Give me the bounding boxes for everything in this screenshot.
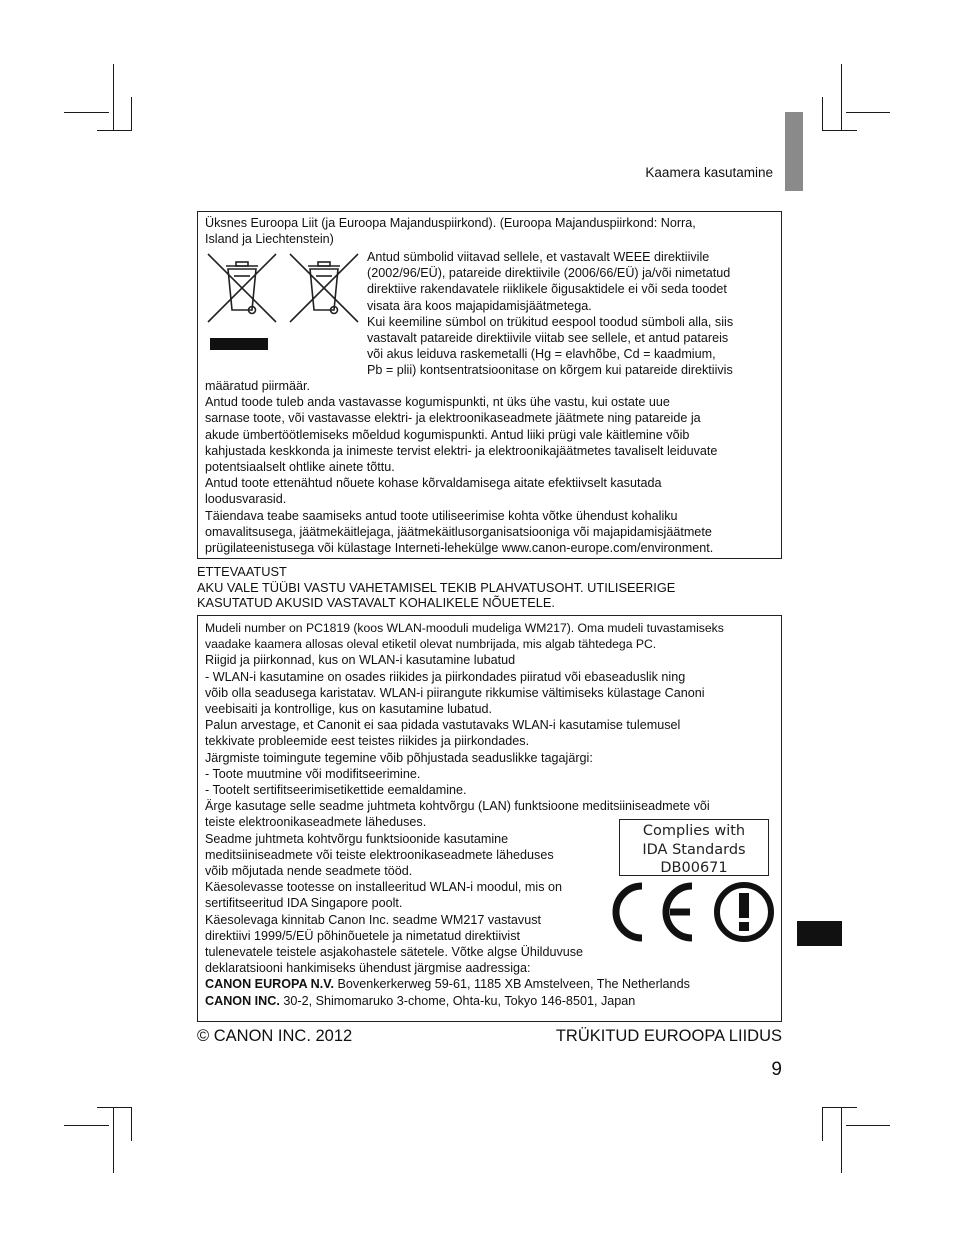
text-line: meditsiiniseadmete või teiste elektroonikaseadmete läheduses — [205, 847, 554, 862]
text-line: prügilateenistusega või külastage Interneti-lehekülge www.canon-europe.com/environment. — [205, 541, 714, 556]
text-line: direktiivi 1999/5/EÜ põhinõuetele ja nimetatud direktiivist — [205, 928, 521, 943]
text-line: või akus leiduva raskemetalli (Hg = elavhõbe, Cd = kaadmium, — [367, 347, 716, 362]
text-line: - Toote muutmine või modifitseerimine. — [205, 766, 421, 781]
text-line: Palun arvestage, et Canonit ei saa pidada vastutavaks WLAN-i kasutamise tulemusel — [205, 718, 681, 733]
weee-icon-text — [367, 249, 777, 379]
address-europe-text: Bovenkerkerweg 59-61, 1185 XB Amstelveen, The Netherlands — [337, 977, 690, 992]
chemical-symbol-bar — [210, 338, 268, 350]
alert-class2-icon — [717, 885, 771, 939]
text-line: direktiive rakendavatele riiklikele õigusaktidele ei või seda toodet — [367, 282, 727, 297]
text-line: Pb = plii) kontsentratsioonitase on kõrgem kui patareide direktiivis — [367, 363, 733, 378]
ida-line: DB00671 — [660, 860, 728, 876]
address-europe — [205, 976, 777, 992]
text-line: Kui keemiline sümbol on trükitud eespool toodud sümboli alla, siis — [367, 314, 734, 329]
text-line: Käesolevaga kinnitab Canon Inc. seadme WM217 vastavust — [205, 912, 542, 927]
text-line: veebisaiti ja kontrollige, kus on kasutamine lubatud. — [205, 702, 493, 717]
page-number: 9 — [771, 1059, 782, 1080]
text-line: Ärge kasutage selle seadme juhtmeta kohtvõrgu (LAN) funktsioone meditsiiniseadmete või — [205, 799, 710, 814]
crossed-bin-icon — [290, 254, 358, 322]
text-line: määratud piirmäär. — [205, 379, 310, 393]
weee-notice-box — [197, 211, 782, 559]
section-title: Kaamera kasutamine — [645, 165, 773, 180]
text-line: KASUTATUD AKUSID VASTAVALT KOHALIKELE NÕUETELE. — [197, 595, 555, 611]
weee-icons-svg — [206, 252, 364, 357]
text-line: tekkivate probleemide eest teistes riikides ja piirkondades. — [205, 734, 530, 749]
text-line: sarnase toote, või vastavasse elektri- ja elektroonikaseadmete jäätmete ning patareide ja — [205, 411, 701, 426]
text-line: Island ja Liechtenstein) — [205, 232, 334, 247]
text-line: sertifitseeritud IDA Singapore poolt. — [205, 896, 403, 911]
text-line: Seadme juhtmeta kohtvõrgu funktsioonide kasutamine — [205, 831, 509, 846]
address-japan — [205, 993, 777, 1009]
text-line: Mudeli number on PC1819 (koos WLAN-mooduli mudeliga WM217). Oma mudeli tuvastamiseks — [205, 621, 724, 635]
text-line: - Tootelt sertifitseerimisetikettide eemaldamine. — [205, 783, 467, 798]
address-japan-name: CANON INC. — [205, 993, 280, 1008]
text-line: deklaratsiooni hankimiseks ühendust järgmise aadressiga: — [205, 961, 531, 976]
text-line: Järgmiste toimingute tegemine võib põhjustada seaduslikke tagajärgi: — [205, 750, 593, 765]
conformity-marks-svg — [612, 880, 778, 944]
text-line: (2002/96/EÜ), patareide direktiivile (2006/66/EÜ) ja/või nimetatud — [367, 266, 731, 281]
text-line: Antud toode tuleb anda vastavasse kogumispunkti, nt üks ühe vastu, kui ostate uue — [205, 395, 670, 410]
text-line: Riigid ja piirkonnad, kus on WLAN-i kasutamine lubatud — [205, 653, 516, 668]
copyright: © CANON INC. 2012 — [197, 1027, 353, 1045]
crossed-bin-icon — [208, 254, 276, 322]
weee-body — [205, 378, 777, 556]
conformity-marks — [612, 880, 778, 944]
text-line: vaadake kaamera allosas oleval etiketil olevat numbrijada, mis algab tähtedega PC. — [205, 637, 657, 652]
text-line: tulenevatele teistele asjakohastele sätetele. Võtke algse Ühilduvuse — [205, 945, 584, 960]
address-japan-text: 30-2, Shimomaruko 3-chome, Ohta-ku, Tokyo 146-8501, Japan — [283, 993, 636, 1008]
text-line: teiste elektroonikaseadmete läheduses. — [205, 815, 427, 830]
ida-compliance-label — [619, 819, 769, 876]
address-europe-name: CANON EUROPA N.V. — [205, 977, 334, 992]
language-side-tab — [797, 921, 842, 946]
weee-intro — [205, 215, 777, 247]
wlan-body — [205, 620, 777, 1009]
text-line: Antud toote ettenähtud nõuete kohase kõrvaldamisega aitate efektiivselt kasutada — [205, 476, 662, 491]
text-line: Täiendava teabe saamiseks antud toote utiliseerimise kohta võtke ühendust kohaliku — [205, 508, 678, 523]
text-line: Üksnes Euroopa Liit (ja Euroopa Majanduspiirkond). (Euroopa Majanduspiirkond: Norra, — [205, 216, 696, 230]
text-line: akude ümbertöötlemiseks mõeldud kogumispunkti. Antud liiki prügi vale käitlemine võib — [205, 427, 690, 442]
printed-in: TRÜKITUD EUROOPA LIIDUS — [555, 1027, 782, 1045]
ida-line: IDA Standards — [642, 841, 746, 858]
text-line: loodusvarasid. — [205, 492, 287, 507]
text-line: Käesolevasse tootesse on installeeritud WLAN-i moodul, mis on — [205, 880, 562, 895]
ida-line: Complies with — [642, 823, 746, 839]
section-side-bar — [785, 112, 803, 191]
wlan-notice-box — [197, 615, 782, 1022]
text-line: AKU VALE TÜÜBI VASTU VAHETAMISEL TEKIB PLAHVATUSOHT. UTILISEERIGE — [197, 579, 676, 595]
ce-mark-icon — [616, 886, 692, 938]
text-line: omavalitsusega, jäätmekäitlejaga, jäätmekäitlusorganisatsiooniga või majapidamisjäätmete — [205, 524, 712, 539]
text-line: vastavalt patareide direktiivile viitab see sellele, et antud patareis — [367, 331, 729, 346]
text-line: - WLAN-i kasutamine on osades riikides ja piirkondades piiratud või ebaseaduslik ning — [205, 669, 686, 684]
battery-caution — [197, 564, 782, 611]
text-line: võib olla seadusega karistatav. WLAN-i piirangute rikkumise vältimiseks külastage Canoni — [205, 685, 705, 700]
text-line: potentsiaalselt ohtlike ainete tõttu. — [205, 460, 395, 475]
caution-heading: ETTEVAATUST — [197, 564, 287, 579]
weee-icons — [206, 252, 364, 357]
text-line: Antud sümbolid viitavad sellele, et vastavalt WEEE direktiivile — [367, 250, 710, 264]
text-line: võib mõjutada nende seadmete tööd. — [205, 864, 413, 879]
text-line: visata ära koos majapidamisjäätmetega. — [367, 298, 592, 313]
text-line: kahjustada keskkonda ja inimeste tervist elektri- ja elektroonikajäätmetes tavaliselt leiduvate — [205, 443, 718, 458]
